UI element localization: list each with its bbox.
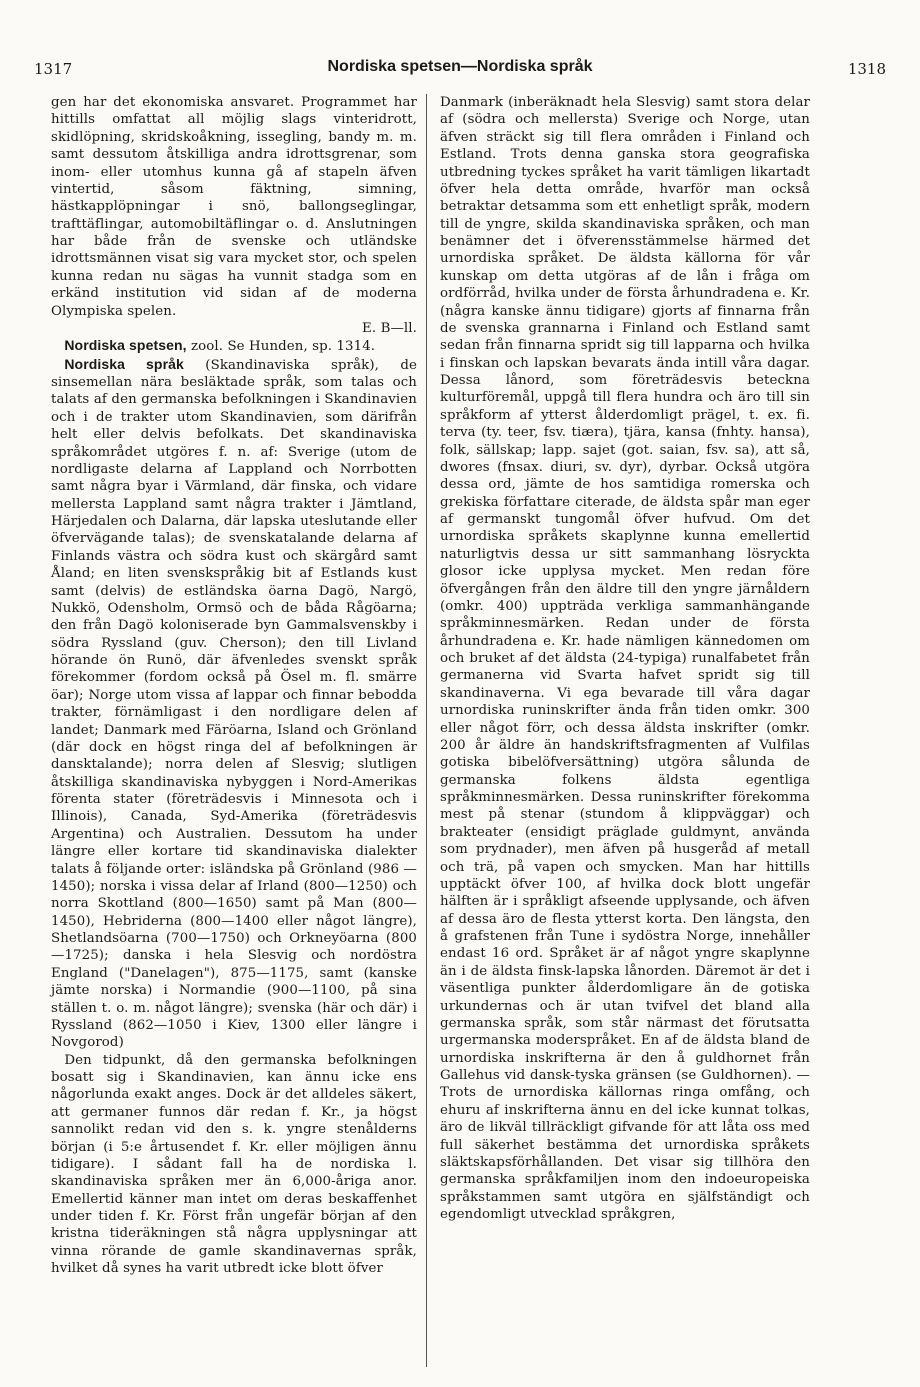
paragraph: Danmark (inberäknadt hela Slesvig) samt stora delar af (södra och mellersta) Sverige och Norge, utan äfven sträckt sig till flera områden i Finland och Estland. Trots denna ganska stora geografiska utbredning tyckes språket ha varit tämligen likartadt öfver hela detta område, hvarför man också betraktar detsamma som ett enhetligt språk, modern till de yngre, skilda skandinaviska språken, och man benämner det i öfverensstämmelse härmed det urnordiska språket. De äldsta källorna för vår kunskap om detta utgöras af de lån i fråga om ordförråd, hvilka under de första århundradena e. Kr. (några kanske ännu tidigare) gjorts af finnarna från de svenska grannarna i Finland och Estland samt sedan från finnarna spridt sig till lapparna och hvilka i finskan och lapskan bevarats ända intill våra dagar. Dessa lånord, som företrädesvis betecknа kulturföremål, uppgå till flera hundra och äro till sin språkform af ytterst ålderdomligt prägel, t. ex. fi. terva (ty. teer, fsv. tiæra), tjära, kansa (fnhty. hansa), folk, sällskap; lapp. sajet (got. saian, fsv. sa), att så, dworеs (fnsax. diuri, sv. dyr), dyrbar. Också utgöra dessa ord, jämte de hos samtidiga romerska och grekiska författare citerade, de äldsta spår man eger af germanskt tungomål öfver hufvud. Om det urnordiska språkets skaplynne kunna emellertid naturligtvis dessa ur sitt sammanhang lösryckta glosor icke upplysa mycket. Men redan före öfvergången från den äldre till den yngre järnåldern (omkr. 400) uppträda verkliga sammanhängande språkminnesmärken. Redan under de första århundradena e. Kr. hade nämligen kännedomen om och bruket af det äldsta (24-typiga) runalfabetet från germanerna vid Svarta hafvet spridt sig till skandinaverna. Vi ega bevarade till våra dagar urnordiska runinskrifter ända från tiden omkr. 300 eller något förr, och dessa äldsta inskrifter (omkr. 200 år äldre än handskriftsfragmenten af Vulfilas gotiska bibelöfversättning) utgöra sålunda de germanska folkens äldsta egentliga språkminnesmärken. Dessa runinskrifter förekomma mest på stenar (stundom å klippväggar) och brakteater (ensidigt präglade guldmynt, använda som prydnader), men äfven på husgeråd af metall och trä, på vapen och smycken. Man har hittills upptäckt öfver 100, af hvilka dock blott ungefär hälften är i språkligt afseende upplysande, och äfven af dessa äro de flesta ytterst korta. Den längsta, den å grafstenen från Tune i sydöstra Norge, innehåller endast 16 ord. Språket är af något yngre skaplynne än i de äldsta finsk-lapska lånorden. Däremot är det i väsentliga punkter ålderdomligare än de gotiska urkundernas och är utan tvifvel det bland alla germanska språk, som står närmast det förutsatta urgermanska moderspråket. En af de äldsta bland de urnordiska inskrifterna är den å guldhornet från Gallehus vid dansk-tyska gränsen (se Guldhornen). — Trots de urnordiska källornas ringa omfång, och ehuru af inskrifterna ännu en del icke kunnat tolkas, äro de likväl tillräckligt gifvande för att låta oss med full säkerhet bestämma det urnordiska språkets släktskapsförhållanden. Det visar sig tillhöra den germanska språkfamiljen inom den indoeuropeiska språkstammen samt utgöra en själfständigt och egendomligt utvecklad språkgren,	[440, 95, 810, 1222]
running-header	[34, 56, 886, 84]
author-signature: E. B—ll.	[362, 320, 417, 336]
entry-nordiska-sprak	[51, 356, 417, 1052]
column-divider	[426, 94, 427, 1367]
entry-nordiska-spetsen	[51, 337, 417, 355]
entry-headword: Nordiska språk	[64, 355, 184, 372]
entry-headword: Nordiska spetsen,	[64, 337, 187, 354]
right-column	[440, 94, 810, 1223]
entry-body: (Skandinaviska språk), de sinsemellan nära besläktade språk, som talas och talats af den germanska befolkningen i Skandinavien och i de trakter utom Skandinavien, som därifrån helt eller delvis befolkats. Det skandinaviska språkområdet utgöres f. n. af: Sverige (utom de nordligaste delarna af Lappland och Norrbotten samt några byar i Värmland, där finska, och vidare mellersta Lappland samt några trakter i Jämtland, Härjedalen och Dalarna, där lapska uteslutande eller öfvervägande talas); de svenskatalande delarna af Finlands västra och södra kust och skärgård samt Åland; en liten svenskspråkig bit af Estlands kust samt (delvis) de estländska öarna Dagö, Nargö, Nukkö, Odensholm, Ormsö och de båda Rågöarna; den från Dagö koloniserade byn Gammalsvenskby i södra Ryssland (guv. Cherson); den till Livland hörande ön Runö, där äfvenledes svenskt språk förekommer (fordom också på Ösel m. fl. smärre öar); Norge utom vissa af lappar och finnar bebodda trakter, förnämligast i den nordligare delen af landet; Danmark med Färöarna, Island och Grönland (där dock en högst ringa del af befolkningen är dansktalande); norra delen af Slesvig; slutligen åtskilliga skandinaviska nybyggen i Nord-Amerikas förenta stater (företrädesvis i Minnesota och i Illinois), Canada, Syd-Amerika (företrädesvis Argentina) och Australien. Dessutom ha under längre eller kortare tid skandinaviska dialekter talats å följande orter: isländska på Grönland (986 —1450); norska i vissa delar af Irland (800—1250) och norra Skottland (800—1650) samt på Man (800—1450), Hebriderna (800—1400 eller något längre), Shetlandsöarna (700—1750) och Orkneyöarna (800—1725); danska i hela Slesvig och nordöstra England ("Danelagen"), 875—1175, samt (kanske jämte norska) i Normandie (900—1100, på sina ställen t. o. m. något längre); svenska (här och där) i Ryssland (862—1050 i Kiev, 1300 eller längre i Novgorod)	[51, 357, 418, 1051]
paragraph: Den tidpunkt, då den germanska befolkningen bosatt sig i Skandinavien, kan ännu icke ens någorlunda exakt anges. Dock är det alldeles säkert, att germaner funnos där redan f. Kr., ja högst sannolikt redan vid den s. k. yngre stenålderns början (i 5:e årtusendet f. Kr. eller möjligen ännu tidigare). I sådant fall ha de nordiska l. skandinaviska språken mer än 6,000-åriga anor. Emellertid känner man intet om deras beskaffenhet under tiden f. Kr. Först från ungefär början af den kristna tideräkningen stå några upplysningar att vinna rörande de gamle skandinavernas språk, hvilket då synes ha varit utbredt icke blott öfver	[51, 1052, 417, 1277]
entry-body: zool. Se Hunden, sp. 1314.	[186, 339, 376, 355]
paragraph: gen har det ekonomiska ansvaret. Programmet har hittills omfattat all möjlig slags vinteridrott, skidlöpning, skridskoåkning, issegling, bandy m. m. samt dessutom åtskilliga andra idrottsgrenar, som inom- eller utomhus kunna gå af stapeln äfven vintertid, såsom fäktning, simning, hästkapplöpningar i snö, ballongseglingar, trafttäflingar, automobiltäflingar o. d. Anslutningen har både från de svenske och utländske idrottsmännen visat sig vara mycket stor, och spelen kunna redan nu sägas ha vunnit stadga som en erkänd institution vid sidan af de moderna Olympiska spelen.	[51, 95, 417, 319]
running-title: Nordiska spetsen—Nordiska språk	[327, 58, 593, 75]
left-column	[51, 94, 417, 1278]
page-number-right: 1318	[847, 60, 886, 78]
page-number-left: 1317	[34, 60, 73, 78]
